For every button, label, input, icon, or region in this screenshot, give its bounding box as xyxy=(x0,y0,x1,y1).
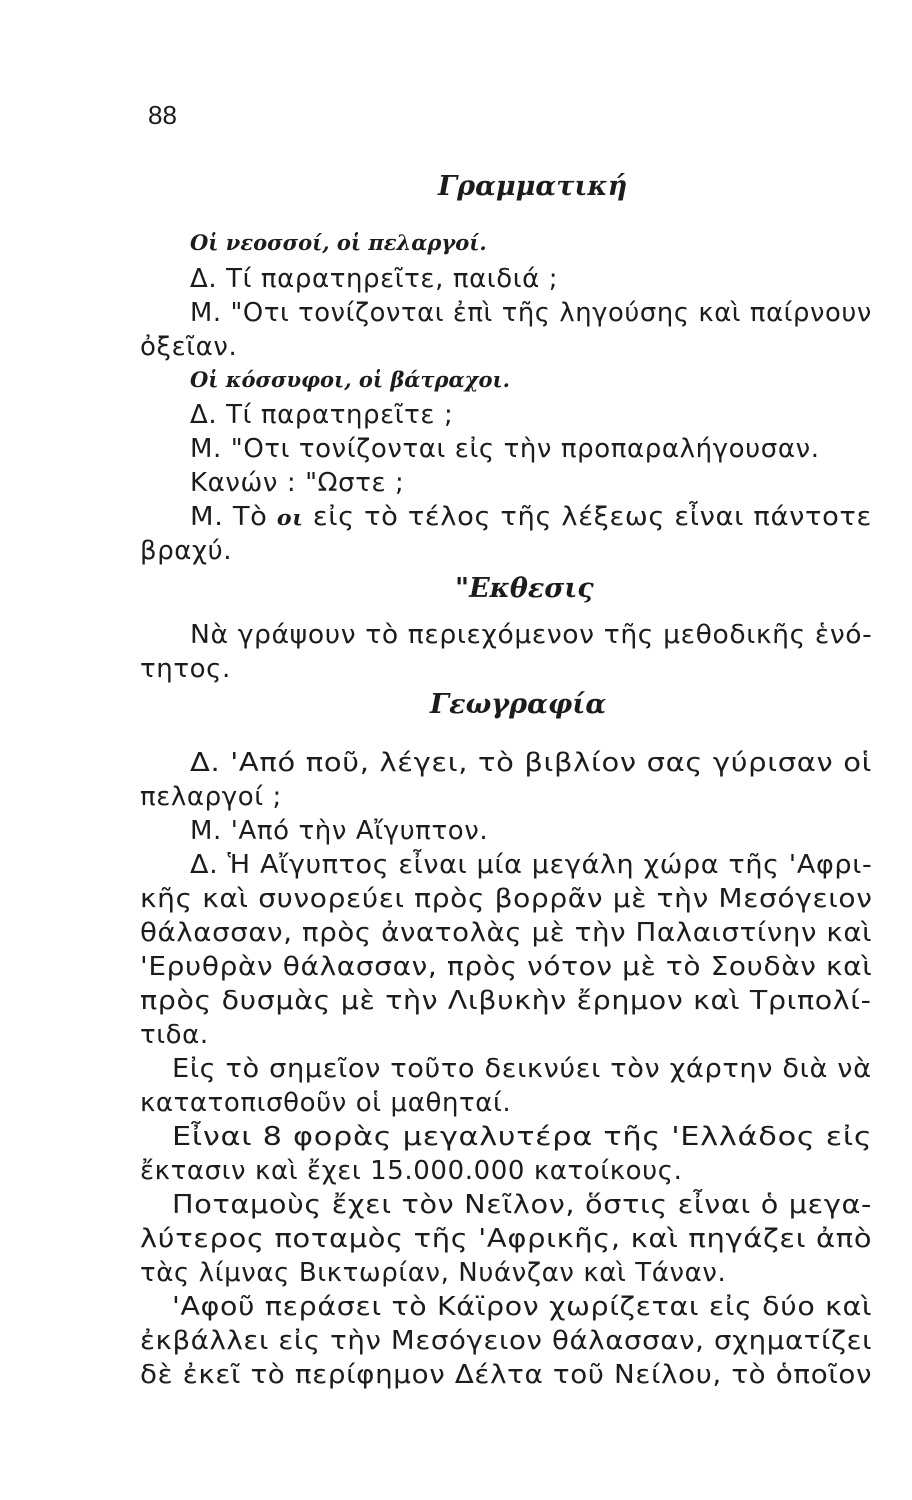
dialogue-teacher-1: Δ. Τί παρατηρεῖτε, παιδιά ; xyxy=(190,264,559,294)
geo-line-4: Δ. Ἡ Αἴγυπτος εἶναι μία μεγάλη χώρα τῆς 'Αφρι- xyxy=(190,850,873,880)
geo-line-2: πελαργοί ; xyxy=(140,782,282,812)
example-words-2: Οἱ κόσσυφοι, οἱ βάτραχοι. xyxy=(190,367,510,392)
geo-line-16: τὰς λίμνας Βικτωρίαν, Νυάνζαν καὶ Τάναν. xyxy=(140,1258,727,1288)
dialogue-student-1-cont: ὀξεῖαν. xyxy=(140,332,238,362)
geo-line-7: 'Ερυθρὰν θάλασσαν, πρὸς νότον μὲ τὸ Σουδὰν καὶ xyxy=(140,952,873,982)
dialogue-teacher-2: Δ. Τί παρατηρεῖτε ; xyxy=(190,400,454,430)
geo-line-10: Εἰς τὸ σημεῖον τοῦτο δεικνύει τὸν χάρτην διὰ νὰ xyxy=(172,1054,872,1084)
essay-line-1: Νὰ γράψουν τὸ περιεχόμενον τῆς μεθοδικῆς ἑνό- xyxy=(190,620,873,650)
dialogue-student-3 xyxy=(190,500,872,535)
dialogue-student-3-cont: βραχύ. xyxy=(140,536,233,566)
dialogue-student-1: Μ. "Οτι τονίζονται ἐπὶ τῆς ληγούσης καὶ παίρνουν xyxy=(190,298,872,328)
geo-line-13: ἔκτασιν καὶ ἔχει 15.000.000 κατοίκους. xyxy=(140,1156,683,1186)
example-words-1: Οἱ νεοσσοί, οἱ πελαργοί. xyxy=(190,230,487,255)
geo-line-15: λύτερος ποταμὸς τῆς 'Αφρικῆς, καὶ πηγάζει ἀπὸ xyxy=(140,1224,873,1254)
heading-essay: "Εκθεσις xyxy=(455,573,594,604)
geo-line-1: Δ. 'Από ποῦ, λέγει, τὸ βιβλίον σας γύρισαν οἱ xyxy=(190,748,873,778)
student-3-prefix: Μ. Τὸ xyxy=(190,502,268,532)
geo-line-3: Μ. 'Από τὴν Αἴγυπτον. xyxy=(190,816,489,846)
page-number: 88 xyxy=(148,100,177,130)
geo-line-6: θάλασσαν, πρὸς ἀνατολὰς μὲ τὴν Παλαιστίνην καὶ xyxy=(140,918,873,948)
dialogue-student-2: Μ. "Οτι τονίζονται εἰς τὴν προπαραλήγουσαν. xyxy=(190,434,820,464)
geo-line-14: Ποταμοὺς ἔχει τὸν Νεῖλον, ὅστις εἶναι ὁ μεγα- xyxy=(172,1190,873,1220)
student-3-italic-ending: οι xyxy=(276,505,304,530)
geo-line-19: δὲ ἐκεῖ τὸ περίφημον Δέλτα τοῦ Νείλου, τὸ ὁποῖον xyxy=(140,1360,873,1390)
geo-line-11: κατατοπισθοῦν οἱ μαθηταί. xyxy=(140,1088,512,1118)
geo-line-17: 'Αφοῦ περάσει τὸ Κάϊρον χωρίζεται εἰς δύο καὶ xyxy=(172,1292,873,1322)
grammar-rule: Κανών : "Ωστε ; xyxy=(190,468,405,498)
geo-line-9: τιδα. xyxy=(140,1020,209,1050)
geo-line-12: Εἶναι 8 φορὰς μεγαλυτέρα τῆς 'Ελλάδος εἰς xyxy=(172,1122,873,1152)
geo-line-18: ἐκβάλλει εἰς τὴν Μεσόγειον θάλασσαν, σχηματίζει xyxy=(140,1326,873,1356)
geo-line-8: πρὸς δυσμὰς μὲ τὴν Λιβυκὴν ἔρημον καὶ Τριπολί- xyxy=(140,986,872,1016)
heading-grammar: Γραμματική xyxy=(438,171,628,202)
student-3-suffix: εἰς τὸ τέλος τῆς λέξεως εἶναι πάντοτε xyxy=(312,502,872,532)
heading-geography: Γεωγραφία xyxy=(430,689,607,720)
essay-line-2: τητος. xyxy=(140,654,231,684)
geo-line-5: κῆς καὶ συνορεύει πρὸς βορρᾶν μὲ τὴν Μεσόγειον xyxy=(140,884,873,914)
